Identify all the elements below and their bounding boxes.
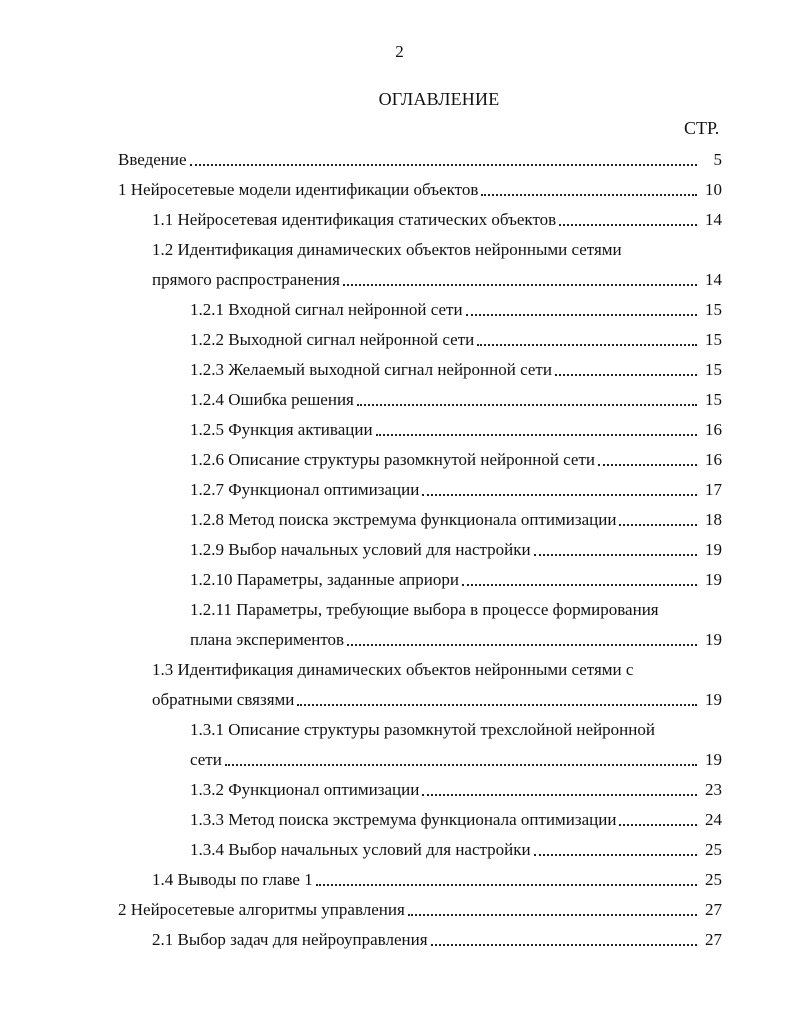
- toc-entry-title: 1.1 Нейросетевая идентификация статических объектов: [152, 210, 557, 229]
- toc-entry-title: Введение: [118, 150, 187, 169]
- toc-entry: [0, 475, 799, 505]
- toc-entry: [0, 625, 799, 655]
- toc-entry-title: 1.2.1 Входной сигнал нейронной сети: [190, 300, 463, 319]
- toc-entry: [0, 415, 799, 445]
- toc-entry: [0, 145, 799, 175]
- dot-leader: [658, 735, 697, 736]
- toc-entry-page: 27: [705, 900, 722, 919]
- toc-entry-page: 15: [705, 300, 722, 319]
- toc-entry-title: 1.2.3 Желаемый выходной сигнал нейронной сети: [190, 360, 552, 379]
- dot-leader: [477, 343, 697, 346]
- toc-entry-title: 1.2.7 Функционал оптимизации: [190, 480, 420, 499]
- toc-entry-page: 19: [705, 750, 722, 769]
- toc-entry-page: 23: [705, 780, 722, 799]
- dot-leader: [619, 523, 697, 526]
- toc-entry-title: 1 Нейросетевые модели идентификации объектов: [118, 180, 479, 199]
- dot-leader: [534, 553, 697, 556]
- dot-leader: [625, 255, 697, 256]
- toc-entry-title: 1.2 Идентификация динамических объектов нейронными сетями: [152, 240, 622, 259]
- toc-entry: [0, 745, 799, 775]
- dot-leader: [190, 163, 697, 166]
- dot-leader: [555, 373, 697, 376]
- toc-entry-title: прямого распространения: [152, 270, 340, 289]
- toc-entry-title: 2 Нейросетевые алгоритмы управления: [118, 900, 405, 919]
- toc-entry: [0, 265, 799, 295]
- dot-leader: [225, 763, 697, 766]
- toc-entry-title: 1.2.8 Метод поиска экстремума функционала оптимизации: [190, 510, 617, 529]
- dot-leader: [376, 433, 697, 436]
- toc-entry-page: 16: [705, 450, 722, 469]
- toc-entry-page: 14: [705, 270, 722, 289]
- toc-entry-title: 1.2.11 Параметры, требующие выбора в процессе формирования: [190, 600, 659, 619]
- toc-entry: [0, 325, 799, 355]
- toc-entry: [0, 895, 799, 925]
- toc-entry: [0, 385, 799, 415]
- toc-entry: [0, 925, 799, 955]
- toc-title: ОГЛАВЛЕНИЕ: [378, 89, 500, 109]
- toc-entry-title: 1.3.2 Функционал оптимизации: [190, 780, 420, 799]
- toc-entry-page: 19: [705, 570, 722, 589]
- dot-leader: [431, 943, 697, 946]
- dot-leader: [316, 883, 697, 886]
- toc-entry-page: 5: [713, 150, 722, 169]
- dot-leader: [598, 463, 697, 466]
- toc-entry-page: 14: [705, 210, 722, 229]
- toc-entry-page: 19: [705, 540, 722, 559]
- dot-leader: [619, 823, 697, 826]
- dot-leader: [357, 403, 697, 406]
- dot-leader: [462, 583, 697, 586]
- toc-entry-page: 19: [705, 630, 722, 649]
- toc-entry-title: 1.2.10 Параметры, заданные априори: [190, 570, 459, 589]
- toc-entry: [0, 805, 799, 835]
- toc-entry-page: 27: [705, 930, 722, 949]
- toc-entry-title: 1.2.6 Описание структуры разомкнутой нейронной сети: [190, 450, 595, 469]
- toc-entry-page: 15: [705, 360, 722, 379]
- toc-entry: [0, 205, 799, 235]
- page-column-header: СТР.: [684, 118, 720, 138]
- table-of-contents: [0, 145, 799, 955]
- toc-entry-title: 1.2.4 Ошибка решения: [190, 390, 354, 409]
- dot-leader: [481, 193, 697, 196]
- dot-leader: [343, 283, 697, 286]
- dot-leader: [347, 643, 697, 646]
- toc-entry-page: 24: [705, 810, 722, 829]
- toc-entry-page: 10: [705, 180, 722, 199]
- toc-entry-page: 17: [705, 480, 722, 499]
- dot-leader: [297, 703, 697, 706]
- toc-entry-title: 1.2.9 Выбор начальных условий для настройки: [190, 540, 531, 559]
- toc-entry: [0, 235, 799, 265]
- toc-entry: [0, 595, 799, 625]
- dot-leader: [559, 223, 697, 226]
- toc-entry-title: 1.3.3 Метод поиска экстремума функционала оптимизации: [190, 810, 617, 829]
- toc-entry-title: 1.3 Идентификация динамических объектов нейронными сетями с: [152, 660, 634, 679]
- toc-entry: [0, 835, 799, 865]
- toc-entry-page: 16: [705, 420, 722, 439]
- toc-entry-title: 1.2.2 Выходной сигнал нейронной сети: [190, 330, 475, 349]
- dot-leader: [466, 313, 697, 316]
- toc-entry-title: обратными связями: [152, 690, 295, 709]
- toc-entry: [0, 535, 799, 565]
- toc-entry: [0, 655, 799, 685]
- toc-entry-title: 1.4 Выводы по главе 1: [152, 870, 313, 889]
- toc-entry: [0, 355, 799, 385]
- toc-entry: [0, 445, 799, 475]
- dot-leader: [422, 493, 697, 496]
- toc-entry: [0, 715, 799, 745]
- dot-leader: [534, 853, 697, 856]
- toc-entry-title: 2.1 Выбор задач для нейроуправления: [152, 930, 428, 949]
- toc-entry-title: сети: [190, 750, 222, 769]
- toc-entry-title: плана экспериментов: [190, 630, 345, 649]
- toc-entry-page: 15: [705, 330, 722, 349]
- toc-entry: [0, 295, 799, 325]
- toc-entry-page: 25: [705, 840, 722, 859]
- toc-entry-title: 1.2.5 Функция активации: [190, 420, 373, 439]
- toc-entry-page: 25: [705, 870, 722, 889]
- toc-entry-title: 1.3.4 Выбор начальных условий для настройки: [190, 840, 531, 859]
- dot-leader: [408, 913, 697, 916]
- toc-entry: [0, 865, 799, 895]
- dot-leader: [636, 675, 697, 676]
- dot-leader: [662, 615, 697, 616]
- toc-entry: [0, 505, 799, 535]
- page-number: 2: [395, 42, 404, 61]
- toc-entry-page: 18: [705, 510, 722, 529]
- toc-entry: [0, 175, 799, 205]
- toc-entry: [0, 775, 799, 805]
- toc-entry-page: 15: [705, 390, 722, 409]
- toc-entry-title: 1.3.1 Описание структуры разомкнутой трехслойной нейронной: [190, 720, 655, 739]
- toc-entry: [0, 565, 799, 595]
- dot-leader: [422, 793, 697, 796]
- toc-entry-page: 19: [705, 690, 722, 709]
- toc-entry: [0, 685, 799, 715]
